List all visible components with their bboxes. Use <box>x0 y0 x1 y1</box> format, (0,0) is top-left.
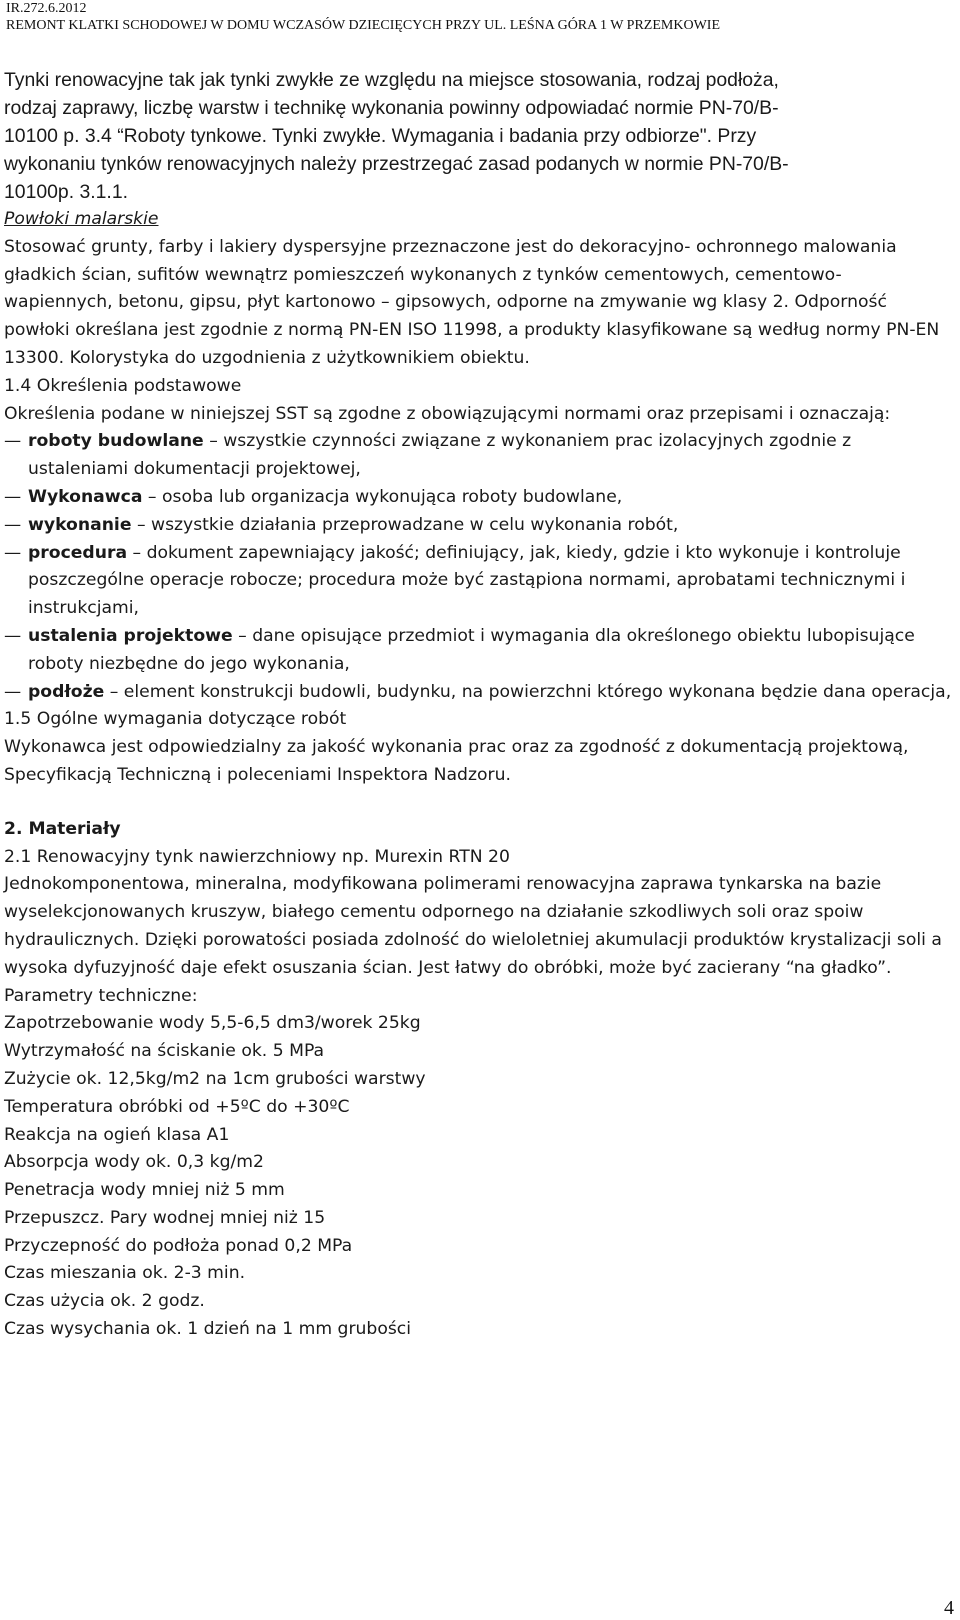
definition-term: Wykonawca <box>28 486 143 507</box>
definitions-list <box>4 428 954 706</box>
materials-body: Jednokomponentowa, mineralna, modyfikowana polimerami renowacyjna zaprawa tynkarska na bazie wyselekcjonowanych kruszyw, białego cementu odpornego na działanie szkodliwych soli oraz spoiw hydraulicznych. Dzięki porowatości posiada zdolność do wieloletniej akumulacji produktów krystalizacji soli a wysoka dyfuzyjność daje efekt osuszania ścian. Jest łatwy do obróbki, może być zacierany “na gładko”. <box>4 874 942 978</box>
definition-term: podłoże <box>28 681 105 702</box>
param-item: Temperatura obróbki od +5ºC do +30ºC <box>4 1096 350 1117</box>
definition-text: – osoba lub organizacja wykonująca roboty budowlane, <box>147 486 623 507</box>
param-item: Przepuszcz. Pary wodnej mniej niż 15 <box>4 1207 326 1228</box>
param-item: Wytrzymałość na ściskanie ok. 5 MPa <box>4 1041 325 1062</box>
definition-item <box>4 540 954 623</box>
definition-term: ustalenia projektowe <box>28 625 233 646</box>
definition-item <box>4 679 954 707</box>
intro-line-3: 10100 p. 3.4 “Roboty tynkowe. Tynki zwykłe. Wymagania i badania przy odbiorze". Przy <box>4 125 757 147</box>
definition-item <box>4 512 954 540</box>
param-item: Czas wysychania ok. 1 dzień na 1 mm grubości <box>4 1319 412 1340</box>
materials-subheading: 2.1 Renowacyjny tynk nawierzchniowy np. Murexin RTN 20 <box>4 846 510 867</box>
param-item: Penetracja wody mniej niż 5 mm <box>4 1180 285 1201</box>
coatings-body: Stosować grunty, farby i lakiery dyspersyjne przeznaczone jest do dekoracyjno- ochronnego malowania gładkich ścian, sufitów wewnątrz pomieszczeń wykonanych z tynków cementowych, cementowo- wapiennych, betonu, gipsu, płyt kartonowo – gipsowych, odporne na zmywanie wg klasy 2. Odporność powłoki określana jest zgodnie z normą PN-EN ISO 11998, a produkty klasyfikowane są według normy PN-EN 13300. Kolorystyka do uzgodnienia z użytkownikiem obiektu. <box>4 236 940 368</box>
definition-text: – wszystkie działania przeprowadzane w celu wykonania robót, <box>136 514 679 535</box>
param-item: Absorpcja wody ok. 0,3 kg/m2 <box>4 1152 264 1173</box>
materials-heading <box>4 816 954 844</box>
param-item: Czas użycia ok. 2 godz. <box>4 1291 205 1312</box>
definition-item <box>4 623 954 679</box>
intro-line-2: rodzaj zaprawy, liczbę warstw i technikę wykonania powinny odpowiadać normie PN-70/B- <box>4 97 779 119</box>
params-title: Parametry techniczne: <box>4 985 198 1006</box>
definition-text: – wszystkie czynności związane z wykonaniem prac izolacyjnych zgodnie z ustaleniami dokumentacji projektowej, <box>28 431 852 480</box>
param-item: Reakcja na ogień klasa A1 <box>4 1124 230 1145</box>
definition-item <box>4 428 954 484</box>
document-header <box>6 0 720 34</box>
document-code: IR.272.6.2012 <box>6 1 87 16</box>
definition-item <box>4 484 954 512</box>
page-number: 4 <box>944 1597 954 1619</box>
general-body: Wykonawca jest odpowiedzialny za jakość wykonania prac oraz za zgodność z dokumentacją projektową, Specyfikacją Techniczną i poleceniami Inspektora Nadzoru. <box>4 737 909 785</box>
params-list <box>4 1010 954 1344</box>
intro-line-1: Tynki renowacyjne tak jak tynki zwykłe ze względu na miejsce stosowania, rodzaj podłoża, <box>4 69 779 91</box>
definition-text: – dane opisujące przedmiot i wymagania dla określonego obiektu lubopisujące roboty niezbędne do jego wykonania, <box>28 625 915 674</box>
document-body <box>4 66 954 1344</box>
materials-heading-text: 2. Materiały <box>4 818 121 839</box>
general-heading: 1.5 Ogólne wymagania dotyczące robót <box>4 709 347 730</box>
param-item: Zapotrzebowanie wody 5,5-6,5 dm3/worek 25kg <box>4 1013 421 1034</box>
param-item: Czas mieszania ok. 2-3 min. <box>4 1263 246 1284</box>
definitions-heading: 1.4 Określenia podstawowe <box>4 375 242 396</box>
document-title: REMONT KLATKI SCHODOWEJ W DOMU WCZASÓW DZIECIĘCYCH PRZY UL. LEŚNA GÓRA 1 W PRZEMKOWIE <box>6 18 721 33</box>
definition-term: wykonanie <box>28 514 132 535</box>
definition-text: – dokument zapewniający jakość; definiujący, jak, kiedy, gdzie i kto wykonuje i kontroluje poszczególne operacje robocze; procedura może być zastąpiona normami, aprobatami technicznymi i instrukcjami, <box>28 542 906 619</box>
definition-text: – element konstrukcji budowli, budynku, na powierzchni którego wykonana będzie dana operacja, <box>109 681 952 702</box>
param-item: Przyczepność do podłoża ponad 0,2 MPa <box>4 1235 353 1256</box>
section-spacer <box>4 790 954 816</box>
intro-line-5: 10100p. 3.1.1. <box>4 181 128 203</box>
coatings-heading: Powłoki malarskie <box>4 209 159 229</box>
intro-line-4: wykonaniu tynków renowacyjnych należy przestrzegać zasad podanych w normie PN-70/B- <box>4 153 789 175</box>
definition-term: procedura <box>28 542 128 563</box>
definitions-intro: Określenia podane w niniejszej SST są zgodne z obowiązującymi normami oraz przepisami i oznaczają: <box>4 403 891 424</box>
param-item: Zużycie ok. 12,5kg/m2 na 1cm grubości warstwy <box>4 1068 426 1089</box>
definition-term: roboty budowlane <box>28 431 204 452</box>
